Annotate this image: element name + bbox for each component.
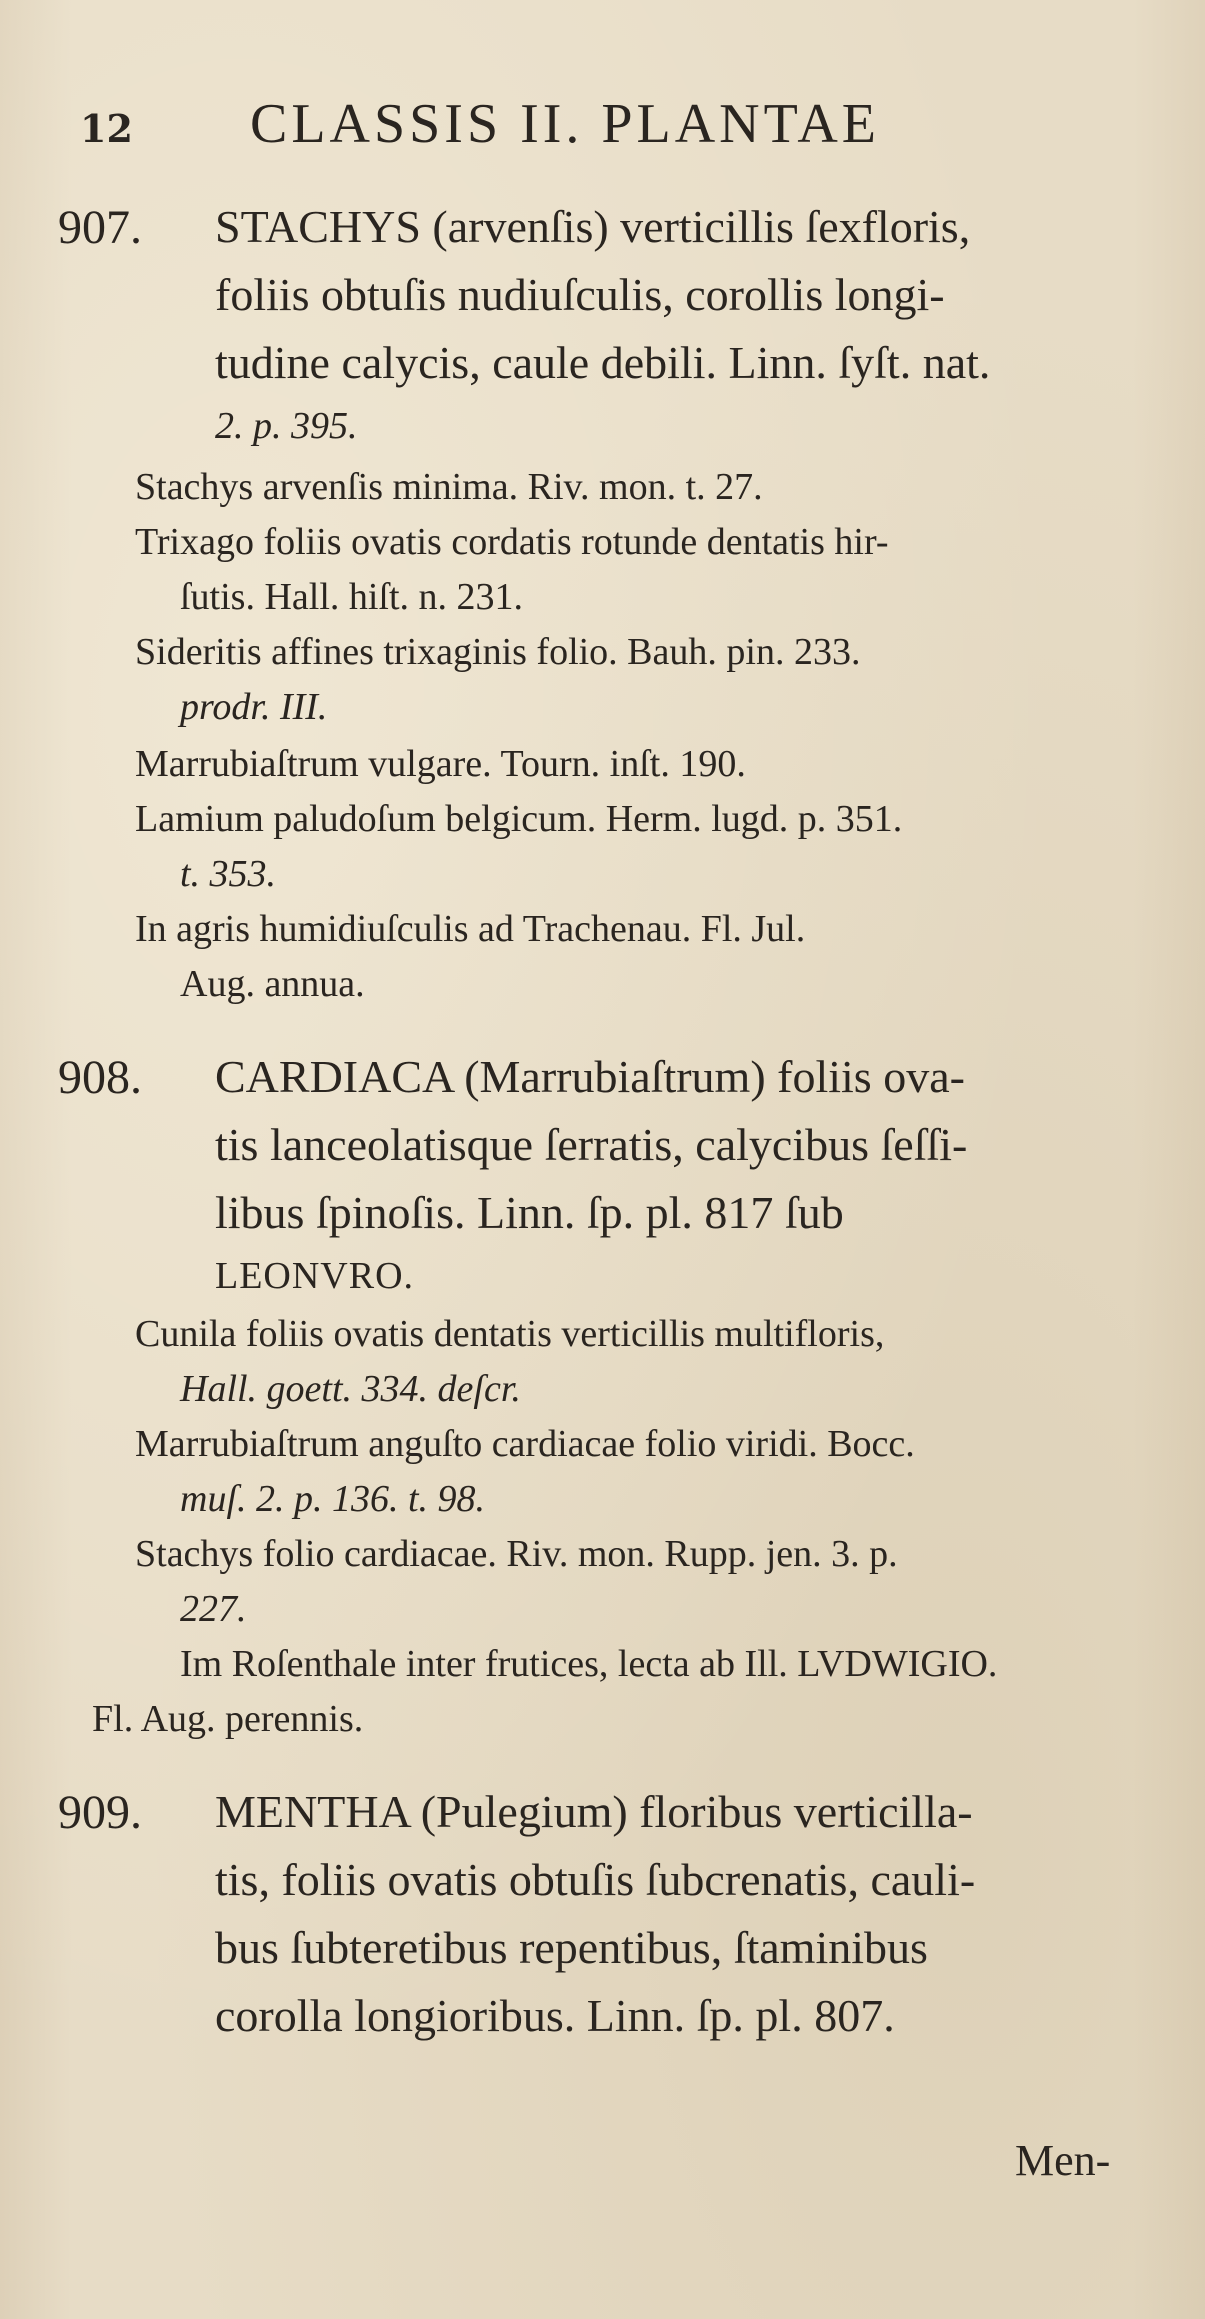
synonym-line: Lamium paludoſum belgicum. Herm. lugd. p. 351. bbox=[135, 798, 903, 840]
entry-line: STACHYS (arvenſis) verticillis ſexfloris, bbox=[215, 201, 971, 252]
catchword: Men- bbox=[1015, 2136, 1111, 2185]
entry-line: 2. p. 395. bbox=[215, 405, 358, 447]
synonym-line: 227. bbox=[180, 1588, 247, 1630]
synonym-line: Trixago foliis ovatis cordatis rotunde dentatis hir- bbox=[135, 521, 889, 563]
synonym-line: Sideritis affines trixaginis folio. Bauh. pin. 233. bbox=[135, 631, 861, 673]
page-header bbox=[80, 92, 1130, 172]
entry-line: tis lanceolatisque ſerratis, calycibus ſeſſi- bbox=[215, 1119, 968, 1170]
entry-line: bus ſubteretibus repentibus, ſtaminibus bbox=[215, 1922, 928, 1973]
entry-line: foliis obtuſis nudiuſculis, corollis longi- bbox=[215, 269, 945, 320]
entry-number: 907. bbox=[58, 201, 142, 254]
habitat-line: In agris humidiuſculis ad Trachenau. Fl. Jul. bbox=[135, 908, 806, 950]
page-number: 12 bbox=[80, 106, 133, 151]
synonym-line: ſutis. Hall. hiſt. n. 231. bbox=[180, 576, 524, 618]
habitat-line: Im Roſenthale inter frutices, lecta ab Ill. LVDWIGIO. bbox=[180, 1643, 998, 1685]
synonym-line: Marrubiaſtrum vulgare. Tourn. inſt. 190. bbox=[135, 743, 746, 785]
synonym-line: Hall. goett. 334. deſcr. bbox=[180, 1368, 521, 1410]
synonym-line: Cunila foliis ovatis dentatis verticillis multifloris, bbox=[135, 1313, 885, 1355]
entry-line: CARDIACA (Marrubiaſtrum) foliis ova- bbox=[215, 1051, 965, 1102]
entry-line: corolla longioribus. Linn. ſp. pl. 807. bbox=[215, 1990, 895, 2041]
entry-line: libus ſpinoſis. Linn. ſp. pl. 817 ſub bbox=[215, 1187, 844, 1238]
synonym-line: Stachys folio cardiacae. Riv. mon. Rupp. jen. 3. p. bbox=[135, 1533, 898, 1575]
running-title: CLASSIS II. PLANTAE bbox=[250, 93, 880, 155]
synonym-line: t. 353. bbox=[180, 853, 277, 895]
synonym-line: muſ. 2. p. 136. t. 98. bbox=[180, 1478, 486, 1520]
synonym-line: Marrubiaſtrum anguſto cardiacae folio viridi. Bocc. bbox=[135, 1423, 915, 1465]
entry-line: tis, foliis ovatis obtuſis ſubcrenatis, cauli- bbox=[215, 1854, 976, 1905]
entry-line: tudine calycis, caule debili. Linn. ſyſt. nat. bbox=[215, 337, 991, 388]
habitat-line: Fl. Aug. perennis. bbox=[92, 1698, 364, 1740]
synonym-line: Stachys arvenſis minima. Riv. mon. t. 27. bbox=[135, 466, 763, 508]
entry-number: 908. bbox=[58, 1051, 142, 1104]
synonym-line: prodr. III. bbox=[180, 686, 328, 728]
entry-line: LEONVRO. bbox=[215, 1255, 415, 1297]
habitat-line: Aug. annua. bbox=[180, 963, 365, 1005]
entry-number: 909. bbox=[58, 1786, 142, 1839]
entry-line: MENTHA (Pulegium) floribus verticilla- bbox=[215, 1786, 973, 1837]
